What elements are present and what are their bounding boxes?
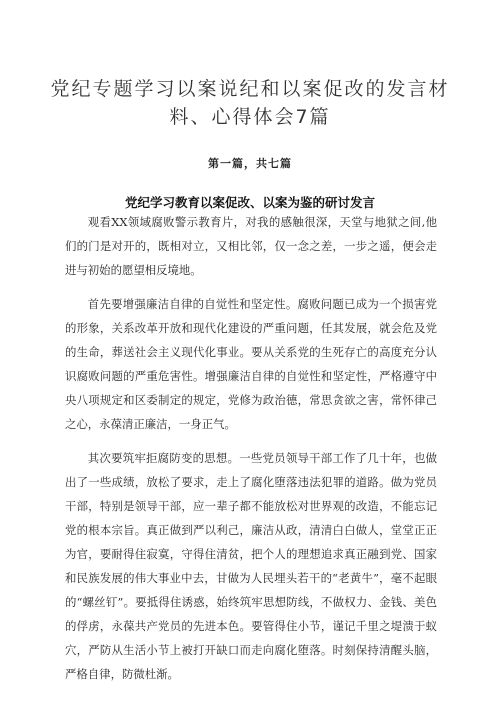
paragraph-2: 首先要增强廉洁自律的自觉性和坚定性。腐败问题已成为一个损害党的形象，关系改革开放和现代化建设的严重问题，任其发展，就会危及党的生命，葬送社会主义现代化事业。要从关系党的生死存亡的高度充分认识腐败问题的严重危害性。增强廉洁自律的自觉性和坚定性，严格遵守中央八项规定和区委制定的规定，党修为政治德，常思贪欲之害，常怀律己之心，永葆清正廉洁，一身正气。 <box>65 297 437 431</box>
section-label: 第一篇，共七篇 <box>208 157 292 170</box>
document-title: 党纪专题学习以案说纪和以案促改的发言材料、心得体会7篇 <box>50 77 450 128</box>
paragraph-3: 其次要筑牢拒腐防变的思想。一些党员领导干部工作了几十年，也做出了一些成绩，放松了要求，走上了腐化堕落违法犯罪的道路。做为党员干部，特别是领导干部，应一辈子都不能放松对世界观的改造，不能忘记党的根本宗旨。真正做到严以利己，廉洁从政，清清白白做人，堂堂正正为官，要耐得住寂寞，守得住清贫，把个人的理想追求真正融到党、国家和民族发展的伟大事业中去，甘做为人民埋头若干的“老黄牛”，毫不起眼的“螺丝钉”。要抵得住诱惑，始终筑牢思想防线，不做权力、金钱、美色的俘虏，永葆共产党员的先进本色。要管得住小节，谨记千里之堤溃于蚁穴，严防从生活小节上被打开缺口而走向腐化堕落。时刻保持清醒头脑，严格自律，防微杜渐。 <box>65 451 437 681</box>
article-subtitle: 党纪学习教育以案促改、以案为鉴的研讨发言 <box>124 195 375 211</box>
article-body <box>65 210 437 696</box>
paragraph-1: 观看XX领域腐败警示教育片，对我的感触很深，天堂与地狱之间,他们的门是对开的，既相对立，又相比邻，仅一念之差，一步之遥，便会走进与初始的愿望相反境地。 <box>65 215 437 277</box>
